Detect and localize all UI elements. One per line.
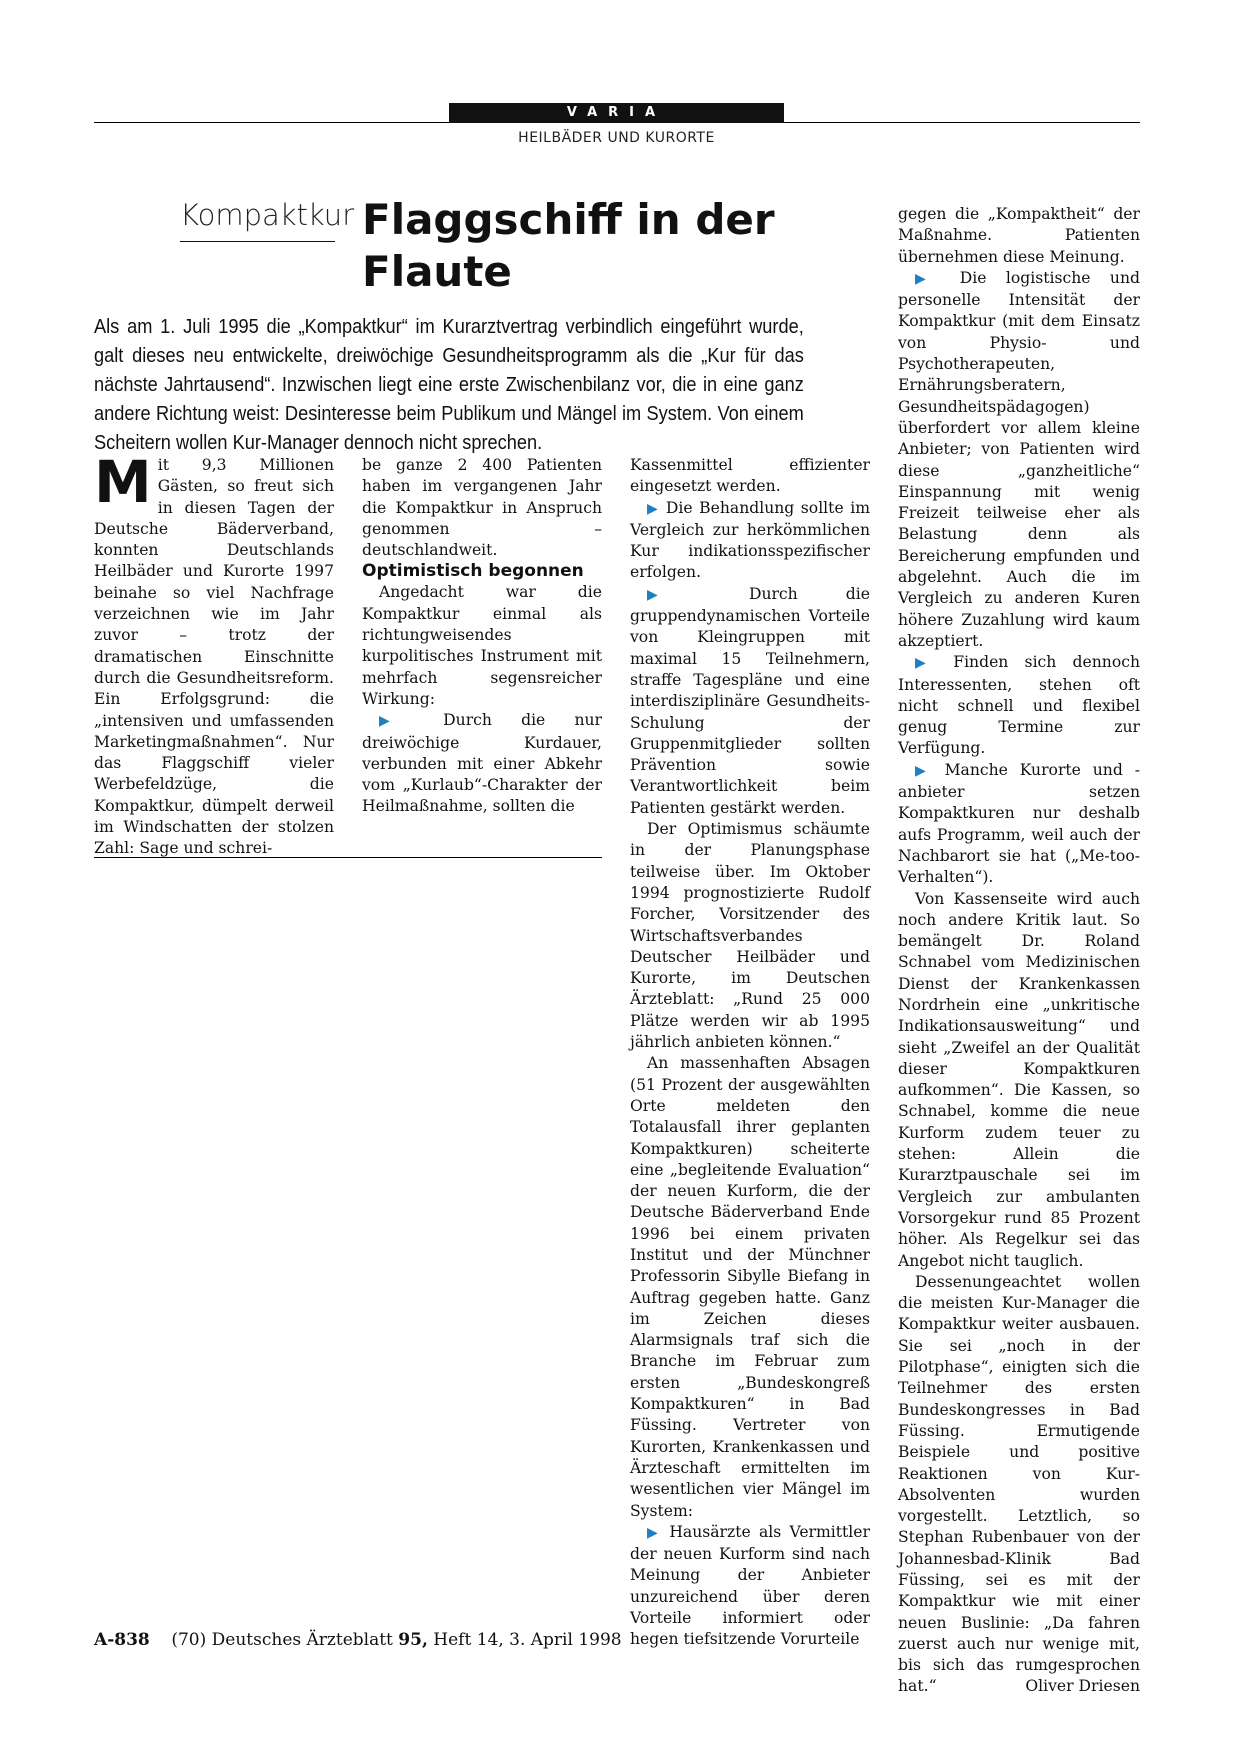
paragraph: be ganze 2 400 Patienten haben im vergangenen Jahr die Kompaktkur in Anspruch genommen – deutschlandweit.	[362, 456, 602, 560]
text-column-2	[362, 455, 602, 818]
paragraph: Mit 9,3 Millionen Gästen, so freut sich in diesen Tagen der Deutsche Bäderverband, konnten Deutschlands Heilbäder und Kurorte 1997 beinahe so viel Nachfrage verzeichnen wie im Jahr zuvor – trotz der dramatischen Einschnitte durch die Gesundheitsreform. Ein Erfolgsgrund: die „intensiven und umfassenden Marketingmaßnahmen“. Nur das Flaggschiff vieler Werbefeldzüge, die Kompaktkur, dümpelt derweil im Windschatten der stolzen Zahl: Sage und schrei-	[94, 448, 334, 858]
bullet-paragraph: ▶ Durch die nur dreiwöchige Kurdauer, verbunden mit einer Abkehr vom „Kurlaub“-Charakter der Heilmaßnahme, sollten die	[362, 711, 602, 816]
page-footer	[94, 1630, 622, 1650]
article-headline: Flaggschiff in der Flaute	[362, 195, 775, 296]
paragraph: Von Kassenseite wird auch noch andere Kritik laut. So bemängelt Dr. Roland Schnabel vom Medizinischen Dienst der Krankenkassen Nordrhein eine „unkritische Indikationsausweitung“ und sieht „Zweifel an der Qualität dieser Kompaktkuren aufkommen“. Die Kassen, so Schnabel, komme die neue Kurform zudem teuer zu stehen: Allein die Kurarztpauschale sei im Vergleich zur ambulanten Vorsorgekur rund 85 Prozent höher. Als Regelkur sei das Angebot nicht tauglich.	[898, 889, 1140, 1270]
bullet-paragraph: ▶ Manche Kurorte und -anbieter setzen Kompaktkuren nur deshalb aufs Programm, weil auch der Nachbarort sie hat („Me-too-Verhalten“).	[898, 760, 1140, 887]
article-lead: Als am 1. Juli 1995 die „Kompaktkur“ im Kurarztvertrag verbindlich eingeführt wurde, galt dieses neu entwickelte, dreiwöchige Gesundheitsprogramm als die „Kur für das nächste Jahrtausend“. Inzwischen liegt eine erste Zwischenbilanz vor, die in eine ganz andere Richtung weist: Desinteresse beim Publikum und Mängel im System. Von einem Scheitern wollen Kur-Manager dennoch nicht sprechen.	[94, 316, 804, 454]
subheading: Optimistisch begonnen	[362, 561, 584, 582]
triangle-bullet-icon: ▶	[915, 762, 933, 779]
citation-prefix: (70) Deutsches Ärzteblatt	[171, 1630, 393, 1650]
paragraph: gegen die „Kompaktheit“ der Maßnahme. Patienten übernehmen diese Meinung.	[898, 205, 1140, 266]
citation-volume: 95,	[398, 1630, 428, 1650]
paragraph: Angedacht war die Kompaktkur einmal als richtungweisendes kurpolitisches Instrument mit mehrfach segensreicher Wirkung:	[362, 583, 602, 708]
kicker-underline	[180, 241, 335, 242]
paragraph: Dessenungeachtet wollen die meisten Kur-Manager die Kompaktkur weiter ausbauen. Sie sei „noch in der Pilotphase“, einigten sich die Teilnehmer des ersten Bundeskongresses in Bad Füssing. Ermutigende Beispiele und positive Reaktionen von Kur-Absolventen wurden vorgestellt. Letztlich, so Stephan Rubenbauer von der Johannesbad-Klinik Bad Füssing, sei es mit der Kompaktkur wie mit einer neuen Buslinie: „Da fahren zuerst auch nur wenige mit, bis sich das rumgesprochen hat.“ Oliver Driesen	[898, 1272, 1140, 1698]
author-name: Oliver Driesen	[1025, 1677, 1140, 1696]
text-column-4	[898, 204, 1140, 1698]
bullet-paragraph: ▶ Die logistische und personelle Intensität der Kompaktkur (mit dem Einsatz von Physio- und Psychotherapeuten, Ernährungsberatern, Gesundheitspädagogen) überfordert vor allem kleine Anbieter; von Patienten wird diese „ganzheitliche“ Einspannung mit wenig Freizeit teilweise eher als Belastung denn als Bereicherung empfunden und abgelehnt. Auch die im Vergleich zu anderen Kuren höhere Zuzahlung wird kaum akzeptiert.	[898, 268, 1140, 650]
bullet-paragraph: ▶ Finden sich dennoch Interessenten, stehen oft nicht schnell und flexibel genug Termine zur Verfügung.	[898, 653, 1140, 758]
triangle-bullet-icon: ▶	[915, 655, 938, 672]
paragraph: An massenhaften Absagen (51 Prozent der ausgewählten Orte meldeten den Totalausfall ihrer geplanten Kompaktkuren) scheiterte eine „begleitende Evaluation“ der neuen Kurform, die der Deutsche Bäderverband Ende 1996 bei einem privaten Institut und der Münchner Professorin Sibylle Biefang in Auftrag gegeben hatte. Ganz im Zeichen dieses Alarmsignals traf sich die Branche im Februar zum ersten „Bundeskongreß Kompaktkuren“ in Bad Füssing. Vertreter von Kurorten, Krankenkassen und Ärzteschaft ermittelten im wesentlichen vier Mängel im System:	[630, 1054, 870, 1520]
bullet-paragraph: ▶ Die Behandlung sollte im Vergleich zur herkömmlichen Kur indikationsspezifischer erfolgen.	[630, 498, 870, 582]
bullet-paragraph: ▶ Hausärzte als Vermittler der neuen Kurform sind nach Meinung der Anbieter unzureichend über deren Vorteile informiert oder hegen tiefsitzende Vorurteile	[630, 1522, 870, 1649]
triangle-bullet-icon: ▶	[647, 1524, 662, 1541]
text-column-1	[94, 448, 334, 860]
triangle-bullet-icon: ▶	[915, 270, 941, 287]
triangle-bullet-icon: ▶	[379, 713, 414, 730]
drop-cap: M	[94, 448, 152, 516]
paragraph: Kassenmittel effizienter eingesetzt werden.	[630, 456, 870, 496]
triangle-bullet-icon: ▶	[647, 500, 660, 517]
column-end-rule	[94, 857, 602, 858]
page-number: A-838	[94, 1630, 150, 1650]
section-subtitle: HEILBÄDER UND KURORTE	[518, 130, 715, 146]
triangle-bullet-icon: ▶	[647, 586, 701, 603]
paragraph: Der Optimismus schäumte in der Planungsphase teilweise über. Im Oktober 1994 prognostizierte Rudolf Forcher, Vorsitzender des Wirtschaftsverbandes Deutscher Heilbäder und Kurorte, im Deutschen Ärzteblatt: „Rund 25 000 Plätze werden wir ab 1995 jährlich anbieten können.“	[630, 820, 870, 1052]
section-label-varia: VARIA	[449, 103, 784, 123]
citation-suffix: Heft 14, 3. April 1998	[433, 1630, 622, 1650]
article-kicker: Kompaktkur	[180, 198, 355, 232]
text-column-3	[630, 455, 870, 1651]
bullet-paragraph: ▶ Durch die gruppendynamischen Vorteile von Kleingruppen mit maximal 15 Teilnehmern, straffe Tagespläne und eine interdisziplinäre Gesundheits-Schulung der Gruppenmitglieder sollten Prävention sowie Verantwortlichkeit beim Patienten gestärkt werden.	[630, 584, 870, 817]
